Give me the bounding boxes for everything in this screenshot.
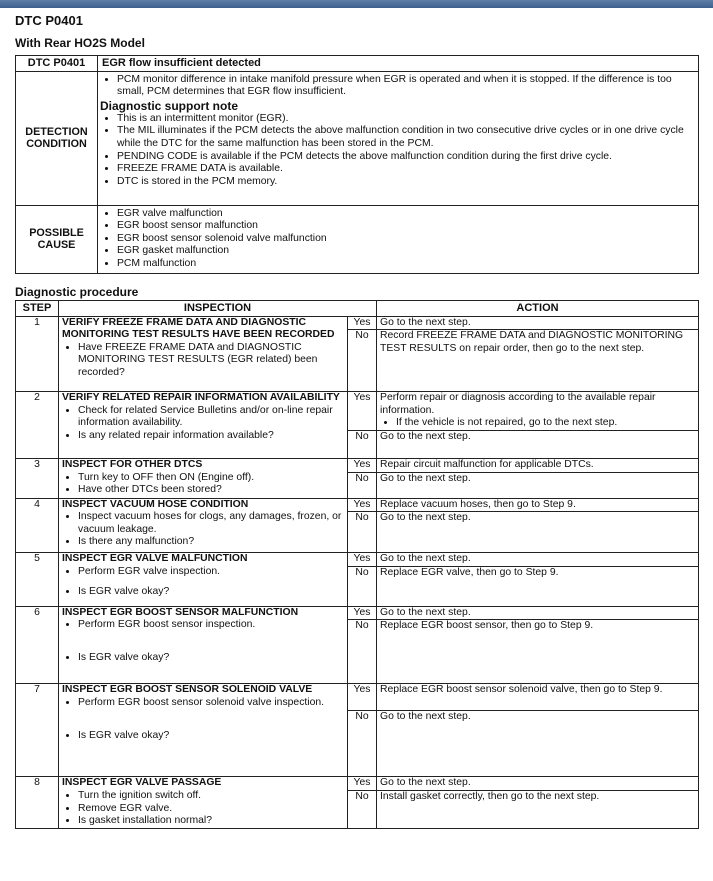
dtc-code-cell: DTC P0401 — [16, 56, 98, 72]
yes-action: Go to the next step. — [377, 606, 699, 620]
support-item: • This is an intermittent monitor (EGR). — [117, 113, 695, 126]
cause-list — [101, 208, 695, 271]
spacer — [78, 710, 344, 730]
detection-condition-label: DETECTION CONDITION — [16, 71, 98, 205]
spacer — [78, 578, 344, 586]
step-items — [62, 790, 344, 828]
no-label: No — [348, 711, 377, 777]
cause-item: • EGR boost sensor malfunction — [117, 220, 695, 233]
yes-action: Go to the next step. — [377, 777, 699, 791]
page-title: DTC P0401 — [15, 13, 83, 28]
step-number: 8 — [16, 777, 59, 829]
procedure-title: Diagnostic procedure — [15, 285, 139, 299]
yes-label: Yes — [348, 606, 377, 620]
step-3-yes-row — [16, 458, 699, 472]
step-5-yes-row — [16, 553, 699, 567]
step-item: • Perform EGR boost sensor inspection. — [78, 619, 344, 632]
step-title: VERIFY RELATED REPAIR INFORMATION AVAILABILITY — [62, 392, 340, 404]
step-item: • Is gasket installation normal? — [78, 815, 344, 828]
step-4-yes-row — [16, 498, 699, 512]
no-label: No — [348, 330, 377, 392]
no-action: Go to the next step. — [377, 430, 699, 458]
step-items — [62, 619, 344, 664]
step-title: INSPECT FOR OTHER DTCS — [62, 458, 203, 470]
step-items — [62, 342, 344, 380]
yes-action: Replace EGR boost sensor solenoid valve, then go to Step 9. — [377, 684, 699, 711]
step-items — [62, 511, 344, 549]
step-item: • Check for related Service Bulletins and/or on-line repair information availability. — [78, 405, 344, 430]
yes-label: Yes — [348, 316, 377, 330]
step-7-yes-row — [16, 684, 699, 711]
no-action: Install gasket correctly, then go to the next step. — [377, 790, 699, 828]
cause-item: • EGR boost sensor solenoid valve malfunction — [117, 233, 695, 246]
procedure-header-row — [16, 301, 699, 317]
no-action: Replace EGR boost sensor, then go to Step 9. — [377, 620, 699, 684]
yes-label: Yes — [348, 684, 377, 711]
diagnostic-procedure-table — [15, 300, 699, 829]
no-action: Go to the next step. — [377, 472, 699, 498]
step-inspection — [59, 606, 348, 684]
yes-action-text: Perform repair or diagnosis according to the available repair information. — [380, 392, 656, 416]
detection-row — [16, 71, 699, 205]
step-inspection — [59, 684, 348, 777]
yes-label: Yes — [348, 458, 377, 472]
step-number: 7 — [16, 684, 59, 777]
no-label: No — [348, 620, 377, 684]
no-action: Record FREEZE FRAME DATA and DIAGNOSTIC MONITORING TEST RESULTS on repair order, then go to the next step. — [377, 330, 699, 392]
yes-action-item: • If the vehicle is not repaired, go to the next step. — [396, 417, 695, 430]
step-item: • Turn key to OFF then ON (Engine off). — [78, 472, 344, 485]
support-item: • PENDING CODE is available if the PCM detects the above malfunction condition during the first drive cycle. — [117, 151, 695, 164]
step-item: • Perform EGR boost sensor solenoid valve inspection. — [78, 697, 344, 710]
cause-item: • PCM malfunction — [117, 258, 695, 271]
step-item: • Remove EGR valve. — [78, 803, 344, 816]
no-label: No — [348, 512, 377, 553]
detection-list — [101, 74, 695, 99]
step-2-yes-row — [16, 392, 699, 431]
yes-action — [377, 392, 699, 431]
step-header: STEP — [16, 301, 59, 317]
step-number: 6 — [16, 606, 59, 684]
step-title: INSPECT EGR VALVE PASSAGE — [62, 777, 222, 789]
yes-action: Repair circuit malfunction for applicable DTCs. — [377, 458, 699, 472]
yes-label: Yes — [348, 553, 377, 567]
cause-row — [16, 205, 699, 273]
support-item: • DTC is stored in the PCM memory. — [117, 176, 695, 189]
dtc-description-cell: EGR flow insufficient detected — [98, 56, 699, 72]
no-label: No — [348, 566, 377, 606]
step-8-yes-row — [16, 777, 699, 791]
yes-label: Yes — [348, 498, 377, 512]
step-inspection — [59, 316, 348, 392]
support-item: • FREEZE FRAME DATA is available. — [117, 163, 695, 176]
step-item: • Inspect vacuum hoses for clogs, any damages, frozen, or vacuum leakage. — [78, 511, 344, 536]
cause-item: • EGR valve malfunction — [117, 208, 695, 221]
step-item: • Is any related repair information available? — [78, 430, 344, 443]
action-header: ACTION — [377, 301, 699, 317]
step-item: • Have FREEZE FRAME DATA and DIAGNOSTIC MONITORING TEST RESULTS (EGR related) been recorded? — [78, 342, 344, 380]
step-inspection — [59, 458, 348, 498]
no-action: Replace EGR valve, then go to Step 9. — [377, 566, 699, 606]
step-items — [62, 697, 344, 742]
cause-item: • EGR gasket malfunction — [117, 245, 695, 258]
step-6-yes-row — [16, 606, 699, 620]
yes-action-list — [380, 417, 695, 430]
step-number: 1 — [16, 316, 59, 392]
step-item: • Turn the ignition switch off. — [78, 790, 344, 803]
step-title: VERIFY FREEZE FRAME DATA AND DIAGNOSTIC MONITORING TEST RESULTS HAVE BEEN RECORDED — [62, 316, 335, 341]
step-title: INSPECT EGR BOOST SENSOR MALFUNCTION — [62, 606, 299, 618]
no-label: No — [348, 472, 377, 498]
no-action: Go to the next step. — [377, 512, 699, 553]
step-title: INSPECT EGR VALVE MALFUNCTION — [62, 553, 248, 565]
step-1-yes-row — [16, 316, 699, 330]
detection-item: • PCM monitor difference in intake manifold pressure when EGR is operated and when it is stopped. If the difference is too small, PCM determines that EGR flow insufficient. — [117, 74, 695, 99]
detection-condition-content — [98, 71, 699, 205]
step-title: INSPECT VACUUM HOSE CONDITION — [62, 498, 249, 510]
support-note-title: Diagnostic support note — [100, 98, 238, 113]
no-label: No — [348, 790, 377, 828]
step-number: 2 — [16, 392, 59, 459]
step-item: • Is EGR valve okay? — [78, 730, 344, 743]
possible-cause-label: POSSIBLE CAUSE — [16, 205, 98, 273]
dtc-info-table — [15, 55, 699, 274]
yes-action: Replace vacuum hoses, then go to Step 9. — [377, 498, 699, 512]
step-number: 4 — [16, 498, 59, 553]
step-number: 5 — [16, 553, 59, 607]
no-label: No — [348, 430, 377, 458]
step-item: • Perform EGR valve inspection. — [78, 566, 344, 579]
no-action: Go to the next step. — [377, 711, 699, 777]
model-subtitle: With Rear HO2S Model — [15, 36, 145, 50]
step-item: • Is EGR valve okay? — [78, 652, 344, 665]
step-items — [62, 566, 344, 599]
inspection-header: INSPECTION — [59, 301, 377, 317]
step-title: INSPECT EGR BOOST SENSOR SOLENOID VALVE — [62, 684, 313, 696]
support-note-list — [101, 113, 695, 189]
step-number: 3 — [16, 458, 59, 498]
yes-action: Go to the next step. — [377, 553, 699, 567]
step-inspection — [59, 392, 348, 459]
top-header-bar — [0, 0, 713, 8]
yes-action: Go to the next step. — [377, 316, 699, 330]
yes-label: Yes — [348, 392, 377, 431]
step-item: • Have other DTCs been stored? — [78, 484, 344, 497]
step-items — [62, 472, 344, 497]
step-inspection — [59, 553, 348, 607]
step-item: • Is EGR valve okay? — [78, 586, 344, 599]
spacer — [78, 632, 344, 652]
possible-cause-content — [98, 205, 699, 273]
step-inspection — [59, 498, 348, 553]
step-inspection — [59, 777, 348, 829]
step-items — [62, 405, 344, 443]
dtc-header-row — [16, 56, 699, 72]
step-item: • Is there any malfunction? — [78, 536, 344, 549]
support-item: • The MIL illuminates if the PCM detects the above malfunction condition in two consecutive drive cycles or in one drive cycle while the DTC for the same malfunction has been stored in the PCM. — [117, 125, 695, 150]
yes-label: Yes — [348, 777, 377, 791]
